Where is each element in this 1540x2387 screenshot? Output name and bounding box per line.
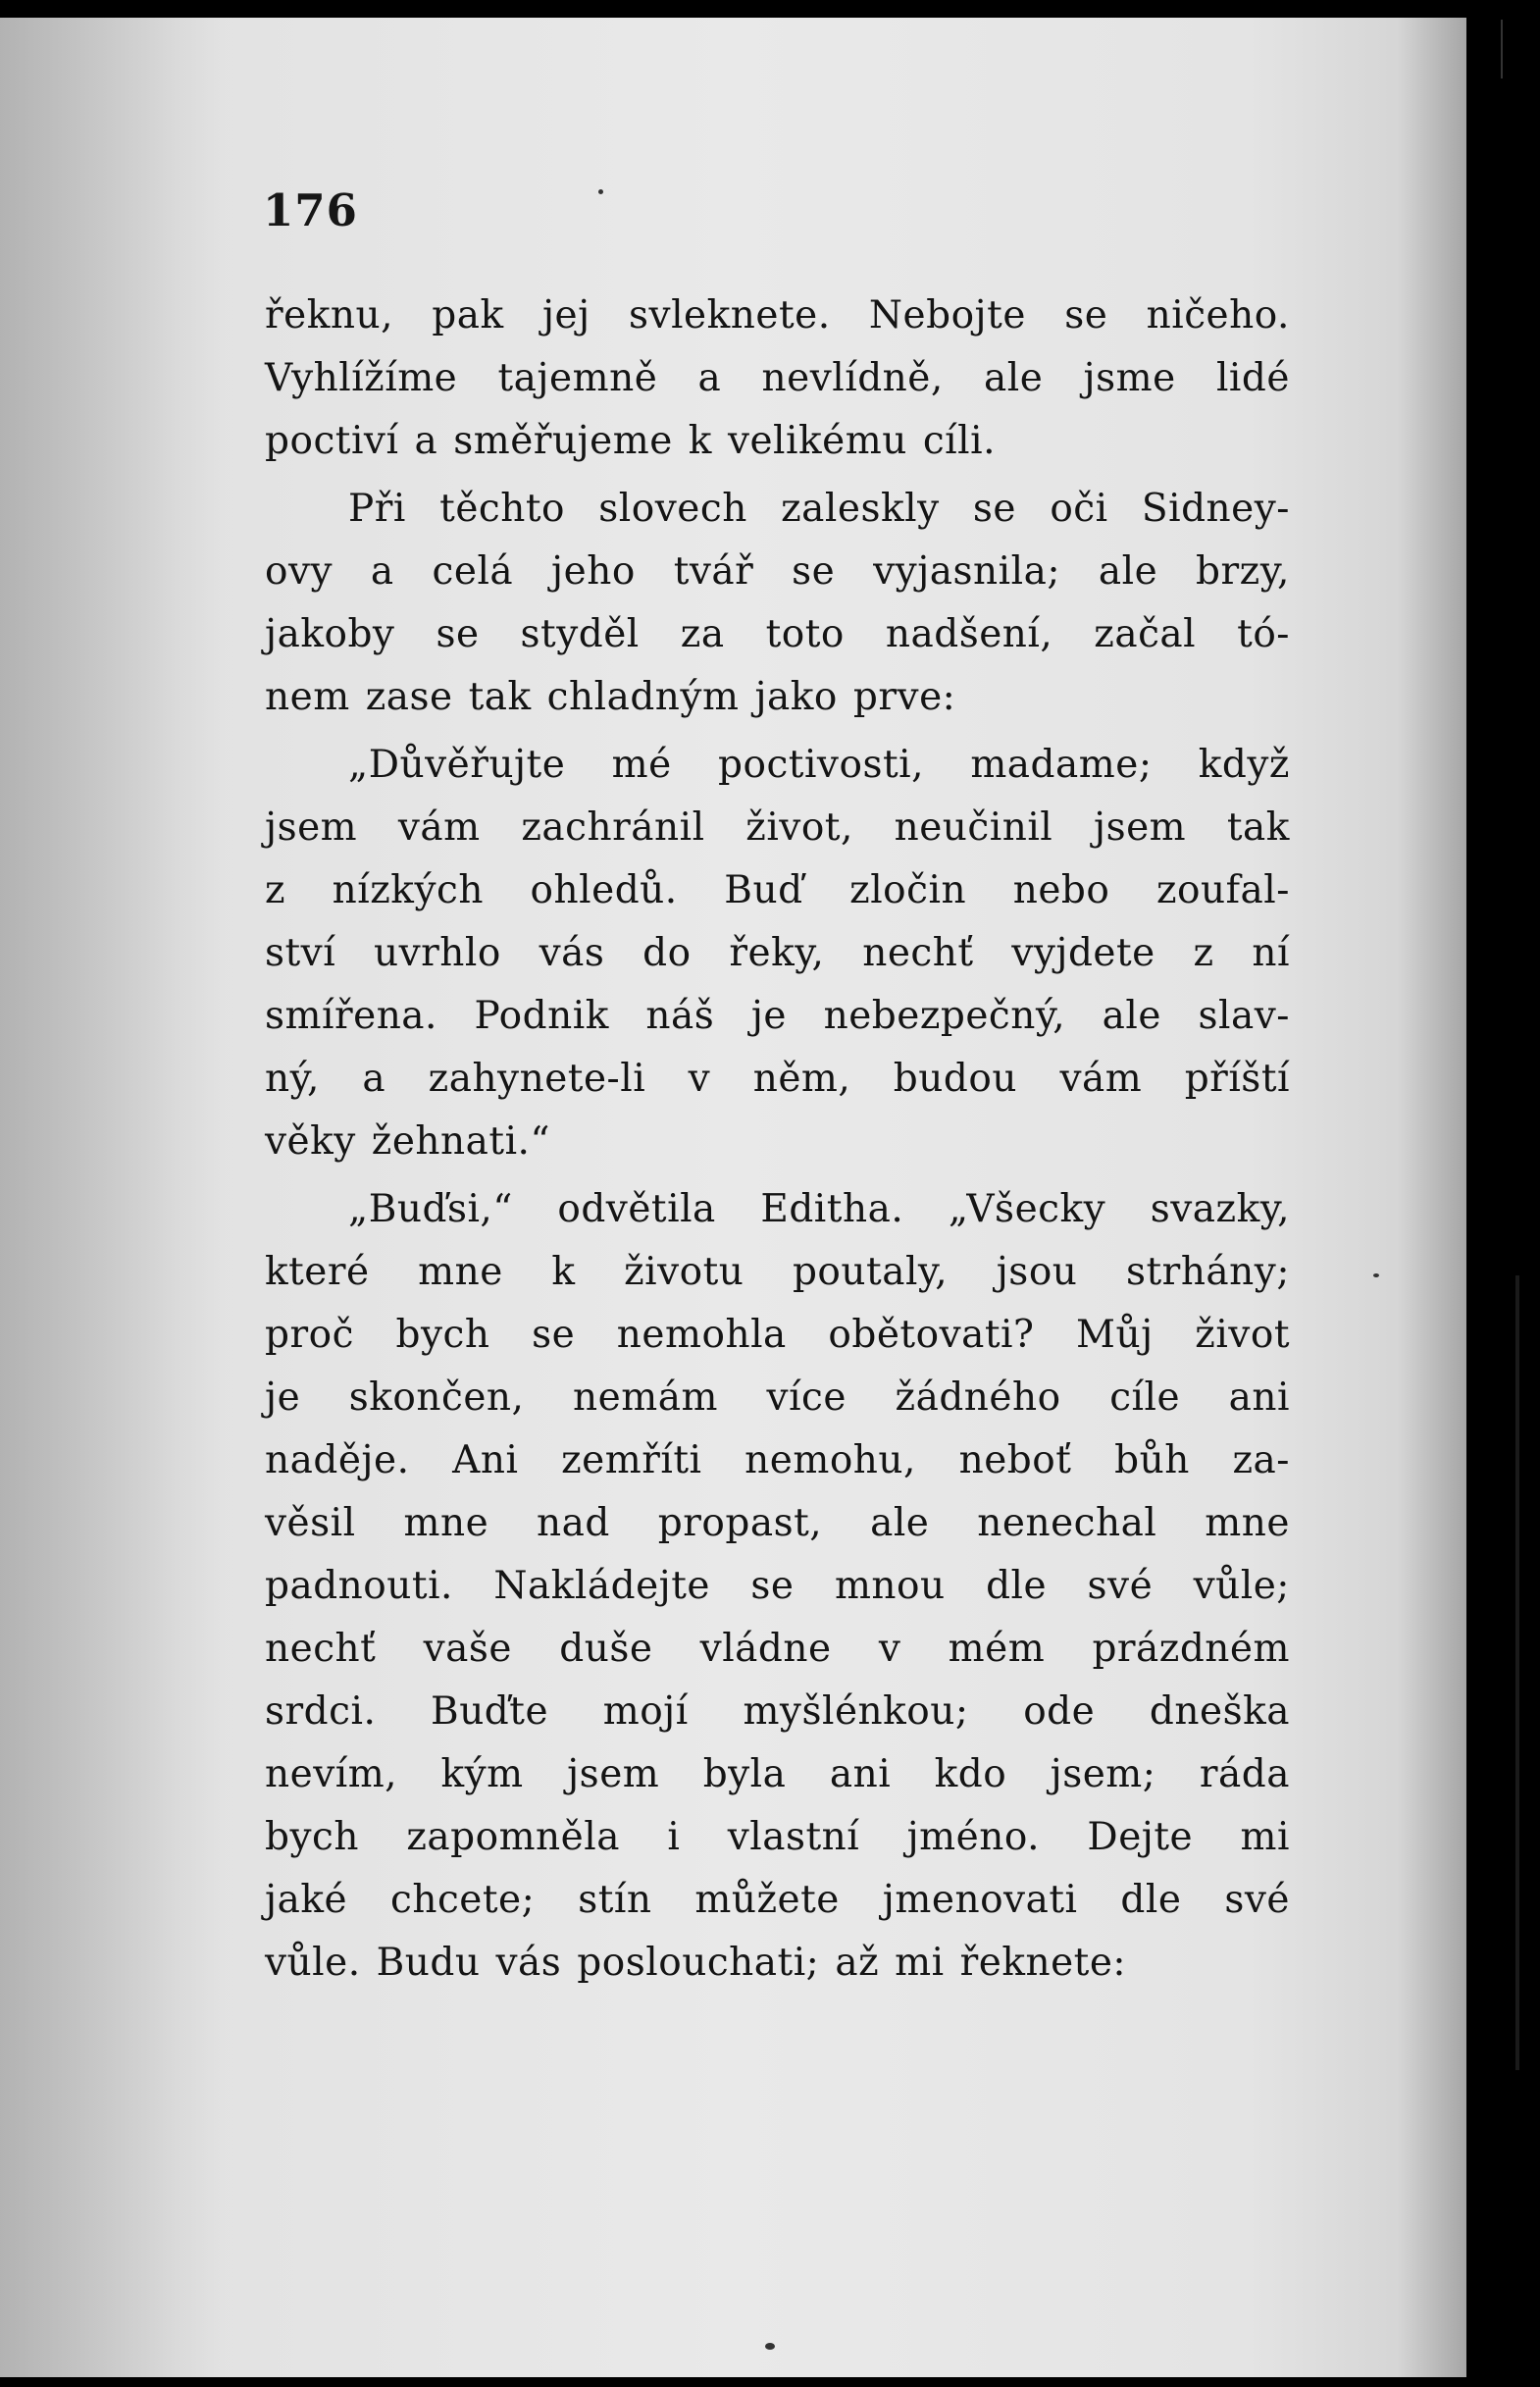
body-text: [265, 285, 1290, 1995]
word: vyjdete: [1011, 931, 1155, 975]
text-line: [265, 797, 1290, 859]
word: nadšení,: [885, 612, 1053, 656]
word: z: [265, 868, 286, 912]
page-edge-shadow: [0, 18, 226, 2377]
word: bych: [395, 1313, 490, 1357]
word: slav-: [1198, 994, 1290, 1038]
word: vlastní: [727, 1815, 860, 1859]
word: a: [414, 419, 438, 463]
word: začal: [1094, 612, 1197, 656]
word: jméno.: [906, 1815, 1041, 1859]
text-line: [265, 1241, 1290, 1304]
word: byla: [702, 1752, 787, 1796]
word: mne: [1205, 1501, 1290, 1545]
word: své: [1224, 1878, 1290, 1922]
text-line: [265, 347, 1290, 410]
word: nevím,: [265, 1752, 398, 1796]
text-line: [265, 1618, 1290, 1681]
word: brzy,: [1196, 549, 1290, 594]
word: „Všecky: [948, 1187, 1106, 1231]
word: směřujeme: [453, 419, 673, 463]
text-line: [265, 859, 1290, 922]
word: obětovati?: [828, 1313, 1035, 1357]
word: vás: [539, 931, 605, 975]
word: je: [750, 994, 788, 1038]
word: a: [362, 1057, 386, 1101]
word: prázdném: [1092, 1627, 1290, 1671]
word: věsil: [265, 1501, 356, 1545]
word: se: [532, 1313, 576, 1357]
word: bůh: [1114, 1438, 1190, 1482]
scan-speck: [1373, 1273, 1379, 1277]
word: více: [766, 1375, 847, 1420]
word: nebezpečný,: [823, 994, 1066, 1038]
text-line: [265, 1178, 1290, 1241]
text-line: [265, 1048, 1290, 1111]
word: propast,: [657, 1501, 823, 1545]
text-line: [265, 985, 1290, 1048]
word: nemohu,: [744, 1438, 916, 1482]
word: zahynete-li: [428, 1057, 646, 1101]
word: ráda: [1199, 1752, 1290, 1796]
word: řeknu,: [265, 293, 393, 337]
text-line: [265, 666, 1290, 729]
word: „Buďsi,“: [348, 1187, 513, 1231]
word: životu: [624, 1250, 744, 1294]
word: zapomněla: [406, 1815, 620, 1859]
text-line: [265, 1869, 1290, 1932]
word: příští: [1184, 1057, 1290, 1101]
word: dle: [986, 1564, 1048, 1608]
word: Při: [348, 487, 406, 531]
text-line: [265, 1492, 1290, 1555]
word: Nakládejte: [493, 1564, 710, 1608]
word: mne: [403, 1501, 489, 1545]
word: zaleskly: [781, 487, 940, 531]
word: svleknete.: [629, 293, 831, 337]
word: vám: [397, 805, 481, 850]
word: za-: [1232, 1438, 1290, 1482]
word: nebo: [1012, 868, 1110, 912]
word: neboť: [958, 1438, 1072, 1482]
word: ný,: [265, 1057, 320, 1101]
word: vaše: [423, 1627, 512, 1671]
word: zachránil: [521, 805, 705, 850]
word: jsem: [1093, 805, 1187, 850]
word: se: [436, 612, 480, 656]
word: poctiví: [265, 419, 399, 463]
word: srdci.: [265, 1689, 377, 1734]
word: Vyhlížíme: [265, 356, 458, 400]
word: tak: [1226, 805, 1290, 850]
word: vládne: [699, 1627, 832, 1671]
text-line: [265, 1555, 1290, 1618]
word: ohledů.: [530, 868, 678, 912]
word: a: [697, 356, 722, 400]
word: budou: [893, 1057, 1017, 1101]
word: jsem: [567, 1752, 660, 1796]
word: tak: [468, 675, 532, 719]
word: tó-: [1237, 612, 1290, 656]
word: kým: [440, 1752, 524, 1796]
word: zoufal-: [1155, 868, 1290, 912]
text-line: [265, 734, 1290, 797]
word: ní: [1252, 931, 1290, 975]
text-line: [265, 922, 1290, 985]
word: jako: [754, 675, 838, 719]
word: celá: [432, 549, 514, 594]
word: Buďte: [431, 1689, 549, 1734]
word: vůle;: [1193, 1564, 1290, 1608]
word: styděl: [520, 612, 640, 656]
word: chladným: [546, 675, 740, 719]
word: v: [878, 1627, 901, 1671]
word: mé: [611, 743, 672, 787]
word: jej: [541, 293, 590, 337]
word: Dejte: [1087, 1815, 1194, 1859]
word: se: [1064, 293, 1108, 337]
word: nízkých: [332, 868, 484, 912]
word: jakoby: [265, 612, 395, 656]
word: nemám: [573, 1375, 718, 1420]
word: mnou: [834, 1564, 946, 1608]
word: Budu: [376, 1941, 481, 1985]
word: řeky,: [729, 931, 825, 975]
word: poutaly,: [792, 1250, 949, 1294]
word: uvrhlo: [373, 931, 501, 975]
word: zemříti: [561, 1438, 702, 1482]
word: „Důvěřujte: [348, 743, 566, 787]
word: náš: [645, 994, 715, 1038]
word: zločin: [849, 868, 967, 912]
word: kdo: [934, 1752, 1007, 1796]
word: nad: [537, 1501, 610, 1545]
word: řeknete:: [959, 1941, 1127, 1985]
word: mi: [895, 1941, 945, 1985]
word: madame;: [970, 743, 1153, 787]
word: své: [1087, 1564, 1154, 1608]
word: i: [667, 1815, 681, 1859]
scan-edge-rule: [1515, 1275, 1519, 2070]
word: mne: [418, 1250, 503, 1294]
word: vás: [495, 1941, 562, 1985]
word: duše: [559, 1627, 653, 1671]
word: mojí: [602, 1689, 689, 1734]
word: jeho: [551, 549, 636, 594]
word: slovech: [598, 487, 747, 531]
text-line: [265, 1367, 1290, 1429]
page-gutter-shadow: [1398, 18, 1466, 2377]
word: nem: [265, 675, 350, 719]
word: nevlídně,: [761, 356, 944, 400]
word: k: [551, 1250, 576, 1294]
word: mi: [1240, 1815, 1290, 1859]
word: chcete;: [389, 1878, 536, 1922]
word: něm,: [752, 1057, 851, 1101]
word: nechť: [265, 1627, 377, 1671]
word: jsem;: [1050, 1752, 1156, 1796]
word: život: [1195, 1313, 1290, 1357]
paragraph: [265, 734, 1290, 1173]
paragraph: [265, 285, 1290, 473]
word: smířena.: [265, 994, 437, 1038]
word: jmenovati: [882, 1878, 1078, 1922]
word: skončen,: [348, 1375, 525, 1420]
word: které: [265, 1250, 370, 1294]
word: Podnik: [474, 994, 609, 1038]
paragraph: [265, 478, 1290, 729]
word: z: [1193, 931, 1214, 975]
word: ství: [265, 931, 336, 975]
word: Nebojte: [868, 293, 1026, 337]
word: Buď: [724, 868, 803, 912]
word: se: [792, 549, 836, 594]
word: nechť: [862, 931, 974, 975]
word: oči: [1050, 487, 1108, 531]
word: svazky,: [1150, 1187, 1290, 1231]
word: jsem: [265, 805, 358, 850]
text-line: [265, 541, 1290, 603]
word: můžete: [694, 1878, 840, 1922]
word: vám: [1059, 1057, 1143, 1101]
word: se: [750, 1564, 795, 1608]
text-line: [265, 410, 1290, 473]
word: dneška: [1149, 1689, 1290, 1734]
word: ale: [984, 356, 1044, 400]
word: jaké: [265, 1878, 348, 1922]
scan-speck: [598, 189, 603, 194]
word: toto: [765, 612, 845, 656]
word: cíli.: [922, 419, 996, 463]
text-line: [265, 1111, 1290, 1173]
word: za: [680, 612, 725, 656]
word: velikému: [727, 419, 907, 463]
word: žehnati.“: [371, 1119, 550, 1164]
word: život,: [745, 805, 853, 850]
word: v: [688, 1057, 711, 1101]
word: Sidney-: [1141, 487, 1290, 531]
text-line: [265, 478, 1290, 541]
text-line: [265, 285, 1290, 347]
word: nenechal: [977, 1501, 1157, 1545]
word: Můj: [1076, 1313, 1154, 1357]
word: poctivosti,: [718, 743, 925, 787]
word: neučinil: [894, 805, 1053, 850]
word: lidé: [1215, 356, 1290, 400]
word: strhány;: [1125, 1250, 1290, 1294]
word: vůle.: [265, 1941, 361, 1985]
text-line: [265, 1681, 1290, 1743]
word: ani: [829, 1752, 892, 1796]
word: mém: [948, 1627, 1046, 1671]
text-line: [265, 1806, 1290, 1869]
word: padnouti.: [265, 1564, 453, 1608]
word: až: [835, 1941, 880, 1985]
word: jsme: [1083, 356, 1176, 400]
text-line: [265, 1429, 1290, 1492]
word: ale: [870, 1501, 930, 1545]
word: jsou: [996, 1250, 1078, 1294]
paragraph: [265, 1178, 1290, 1995]
word: když: [1198, 743, 1290, 787]
word: těchto: [439, 487, 566, 531]
text-line: [265, 1932, 1290, 1995]
word: stín: [578, 1878, 652, 1922]
word: a: [370, 549, 394, 594]
text-line: [265, 603, 1290, 666]
page-number: 176: [263, 184, 358, 236]
scan-edge-mark: [1501, 20, 1503, 78]
word: Editha.: [760, 1187, 904, 1231]
word: odvětila: [557, 1187, 716, 1231]
word: pak: [432, 293, 504, 337]
word: ani: [1228, 1375, 1290, 1420]
word: žádného: [895, 1375, 1061, 1420]
text-line: [265, 1743, 1290, 1806]
word: myšlénkou;: [743, 1689, 969, 1734]
word: k: [688, 419, 712, 463]
word: do: [642, 931, 692, 975]
word: ničeho.: [1146, 293, 1290, 337]
text-line: [265, 1304, 1290, 1367]
word: nemohla: [616, 1313, 787, 1357]
word: dle: [1120, 1878, 1182, 1922]
scan-speck: [765, 2343, 775, 2350]
word: proč: [265, 1313, 354, 1357]
word: vyjasnila;: [873, 549, 1061, 594]
word: je: [265, 1375, 301, 1420]
word: tajemně: [497, 356, 658, 400]
word: věky: [265, 1119, 356, 1164]
word: naděje.: [265, 1438, 410, 1482]
word: ale: [1098, 549, 1158, 594]
word: ovy: [265, 549, 334, 594]
word: zase: [365, 675, 453, 719]
word: Ani: [452, 1438, 519, 1482]
word: poslouchati;: [577, 1941, 820, 1985]
word: ode: [1023, 1689, 1096, 1734]
word: se: [972, 487, 1017, 531]
word: cíle: [1109, 1375, 1181, 1420]
word: prve:: [852, 675, 956, 719]
word: bych: [265, 1815, 359, 1859]
word: tvář: [673, 549, 754, 594]
word: ale: [1102, 994, 1161, 1038]
